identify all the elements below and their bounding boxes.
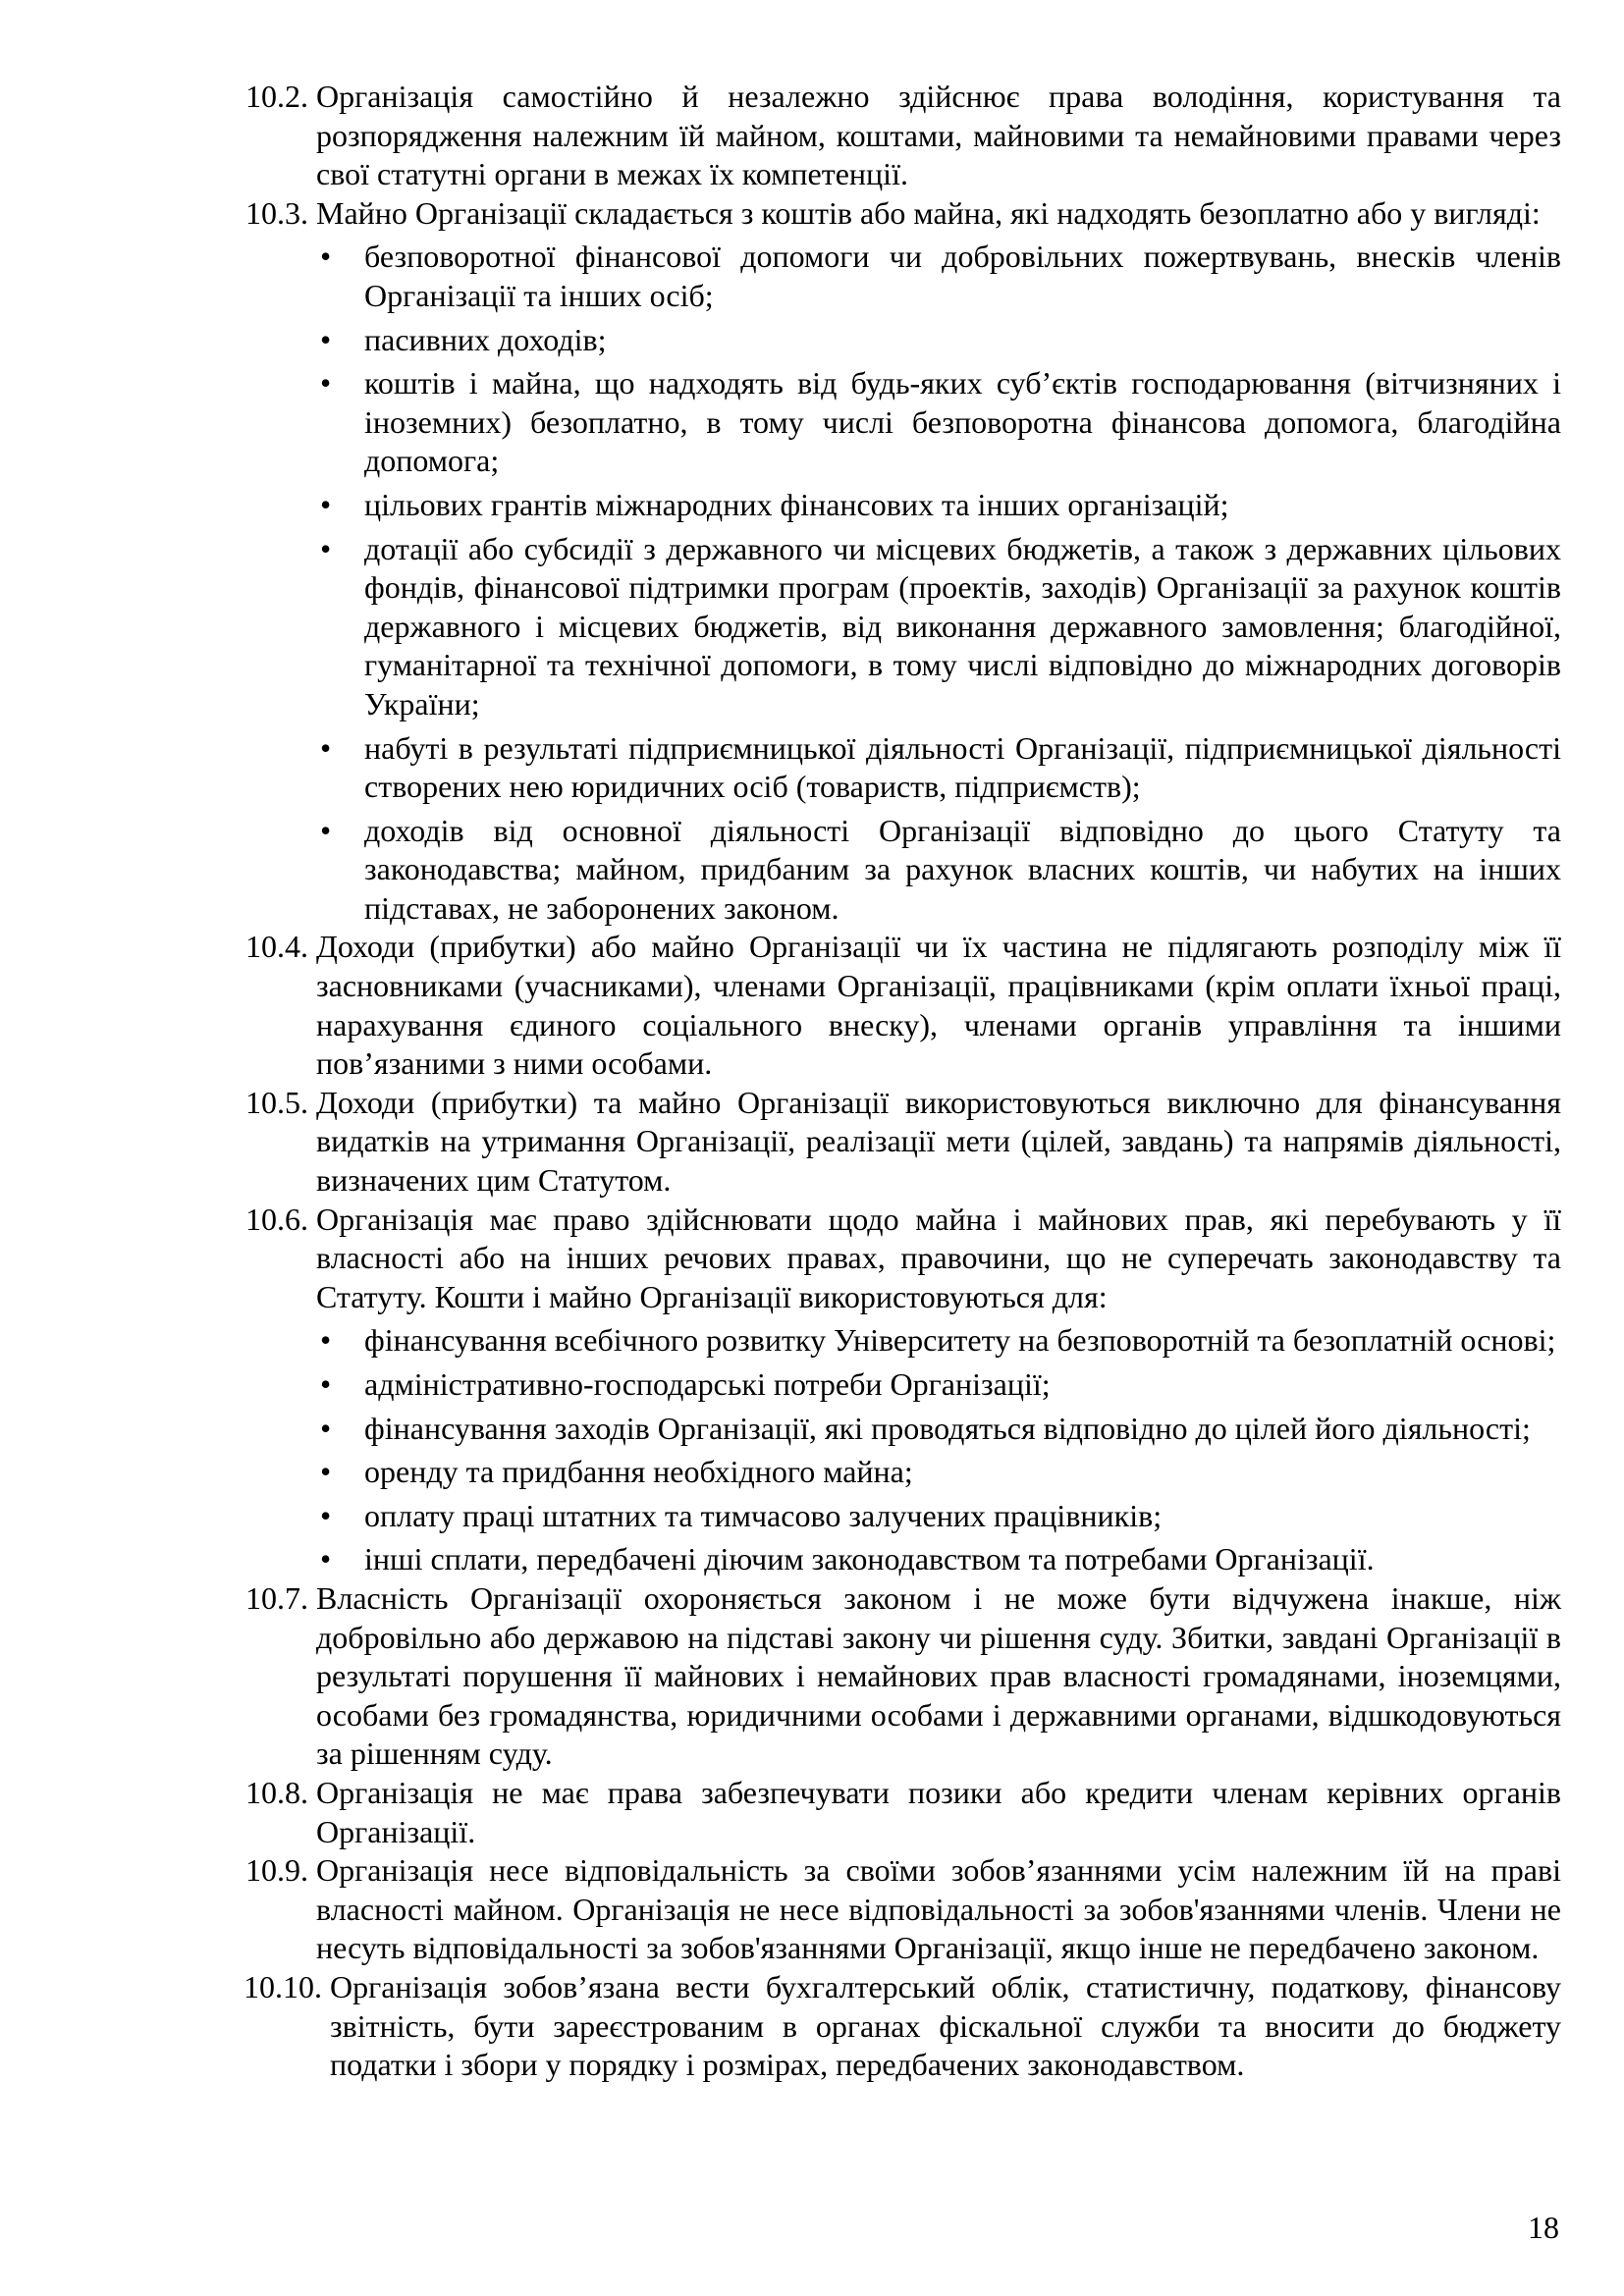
bullet-icon: • xyxy=(320,1366,332,1402)
clause-text: Власність Організації охороняється законом і не може бути відчужена інакше, ніж добровільно або державою на підставі закону чи рішення суду. Збитки, завдані Організації в результаті порушення її майнових і немайнових прав власності громадянами, іноземцями, особами без громадянства, юридичними особами і державними органами, відшкодовуються за рішенням суду. xyxy=(316,1579,1561,1772)
list-item xyxy=(316,364,1561,481)
list-item-text: набуті в результаті підприємницької діяльності Організації, підприємницької діяльності створених нею юридичних осіб (товариств, підприємств); xyxy=(364,729,1561,805)
bullet-icon: • xyxy=(320,1322,332,1359)
clause-body xyxy=(316,1579,1561,1774)
clause-text: Доходи (прибутки) або майно Організації чи їх частина не підлягають розподілу між її засновниками (учасниками), членами Організації, працівниками (крім оплати їхньої праці, нарахування єдиного соціального внеску), членами органів управління та іншими пов’язаними з ними особами. xyxy=(316,929,1561,1082)
list-item-text: пасивних доходів; xyxy=(364,321,607,357)
list-item xyxy=(316,1321,1561,1361)
clause-number: 10.3. xyxy=(245,194,308,231)
bullet-list xyxy=(316,1321,1561,1579)
clause-body xyxy=(330,1968,1561,2085)
clause xyxy=(234,1851,1561,1968)
list-item xyxy=(316,1453,1561,1492)
list-item-text: цільових грантів міжнародних фінансових та інших організацій; xyxy=(364,486,1229,522)
bullet-icon: • xyxy=(320,729,332,766)
clause-text: Організація не має права забезпечувати позики або кредити членам керівних органів Організації. xyxy=(316,1774,1561,1849)
bullet-icon: • xyxy=(320,1410,332,1446)
bullet-icon: • xyxy=(320,812,332,848)
clause-number: 10.8. xyxy=(245,1774,308,1810)
clause xyxy=(234,1968,1561,2085)
clause-body xyxy=(316,1084,1561,1201)
clause xyxy=(234,78,1561,194)
list-item xyxy=(316,530,1561,724)
bullet-icon: • xyxy=(320,1454,332,1490)
clause-text: Доходи (прибутки) та майно Організації використовуються виключно для фінансування видатків на утримання Організації, реалізації мети (цілей, завдань) та напрямів діяльності, визначених цим Статутом. xyxy=(316,1084,1561,1199)
clause-text: Організація несе відповідальність за своїми зобов’язаннями усім належним їй на праві власності майном. Організація не несе відповідальності за зобов'язаннями членів. Члени не несуть відповідальності за зобов'язаннями Організації, якщо інше не передбачено законом. xyxy=(316,1852,1561,1966)
list-item xyxy=(316,321,1561,360)
list-item-text: доходів від основної діяльності Організації відповідно до цього Статуту та законодавства; майном, придбаним за рахунок власних коштів, чи набутих на інших підставах, не заборонених законом. xyxy=(364,812,1561,926)
bullet-list xyxy=(316,238,1561,928)
clause-number: 10.6. xyxy=(245,1201,308,1237)
clause xyxy=(234,928,1561,1083)
clause-number: 10.4. xyxy=(245,929,308,965)
list-item xyxy=(316,1540,1561,1579)
list-item xyxy=(316,238,1561,315)
list-item xyxy=(316,812,1561,929)
bullet-icon: • xyxy=(320,1497,332,1533)
clause-text: Організація зобов’язана вести бухгалтерський облік, статистичну, податкову, фінансову звітність, бути зареєстрованим в органах фіскальної служби та вносити до бюджету податки і збори у порядку і розмірах, передбачених законодавством. xyxy=(330,1968,1561,2083)
document-body xyxy=(234,78,1561,2085)
list-item-text: фінансування всебічного розвитку Університету на безповоротній та безоплатній основі; xyxy=(364,1322,1556,1359)
list-item-text: фінансування заходів Організації, які проводяться відповідно до цілей його діяльності; xyxy=(364,1410,1531,1446)
page-number: 18 xyxy=(1528,2210,1559,2245)
list-item-text: адміністративно-господарські потреби Організації; xyxy=(364,1366,1051,1402)
clause xyxy=(234,1084,1561,1201)
list-item-text: дотації або субсидії з державного чи місцевих бюджетів, а також з державних цільових фондів, фінансової підтримки програм (проектів, заходів) Організації за рахунок коштів державного і місцевих бюджетів, від виконання державного замовлення; благодійної, гуманітарної та технічної допомоги, в тому числі відповідно до міжнародних договорів України; xyxy=(364,530,1561,721)
clause-body xyxy=(316,78,1561,194)
clause xyxy=(234,1579,1561,1774)
clause-number: 10.9. xyxy=(245,1852,308,1889)
clause-body xyxy=(316,1851,1561,1968)
list-item-text: оренду та придбання необхідного майна; xyxy=(364,1454,913,1490)
list-item xyxy=(316,1365,1561,1405)
bullet-icon: • xyxy=(320,1541,332,1577)
bullet-icon: • xyxy=(320,486,332,522)
clause xyxy=(234,1774,1561,1851)
list-item-text: безповоротної фінансової допомоги чи добровільних пожертвувань, внесків членів Організації та інших осіб; xyxy=(364,239,1561,313)
clause-number: 10.2. xyxy=(245,79,308,114)
list-item-text: коштів і майна, що надходять від будь-яких суб’єктів господарювання (вітчизняних і іноземних) безоплатно, в тому числі безповоротна фінансова допомога, благодійна допомога; xyxy=(364,365,1561,479)
bullet-icon: • xyxy=(320,321,332,357)
clause-number: 10.5. xyxy=(245,1084,308,1120)
list-item-text: оплату праці штатних та тимчасово залучених працівників; xyxy=(364,1497,1163,1533)
clause-number: 10.10. xyxy=(244,1968,322,2004)
bullet-icon: • xyxy=(320,239,332,275)
bullet-icon: • xyxy=(320,365,332,401)
clause xyxy=(234,1201,1561,1579)
clause-body xyxy=(316,194,1561,929)
list-item xyxy=(316,486,1561,525)
list-item xyxy=(316,729,1561,807)
clause-text: Майно Організації складається з коштів або майна, які надходять безоплатно або у вигляді: xyxy=(316,194,1541,231)
clause-body xyxy=(316,928,1561,1083)
clause-text: Організація самостійно й незалежно здійснює права володіння, користування та розпорядження належним їй майном, коштами, майновими та немайновими правами через свої статутні органи в межах їх компетенції. xyxy=(316,79,1561,192)
list-item xyxy=(316,1410,1561,1449)
clause-body xyxy=(316,1201,1561,1579)
list-item xyxy=(316,1497,1561,1536)
clause-number: 10.7. xyxy=(245,1579,308,1616)
clause xyxy=(234,194,1561,929)
clause-body xyxy=(316,1774,1561,1851)
list-item-text: інші сплати, передбачені діючим законодавством та потребами Організації. xyxy=(364,1541,1375,1577)
bullet-icon: • xyxy=(320,530,332,566)
clause-text: Організація має право здійснювати щодо майна і майнових прав, які перебувають у її власності або на інших речових правах, правочини, що не суперечать законодавству та Статуту. Кошти і майно Організації використовуються для: xyxy=(316,1201,1561,1314)
